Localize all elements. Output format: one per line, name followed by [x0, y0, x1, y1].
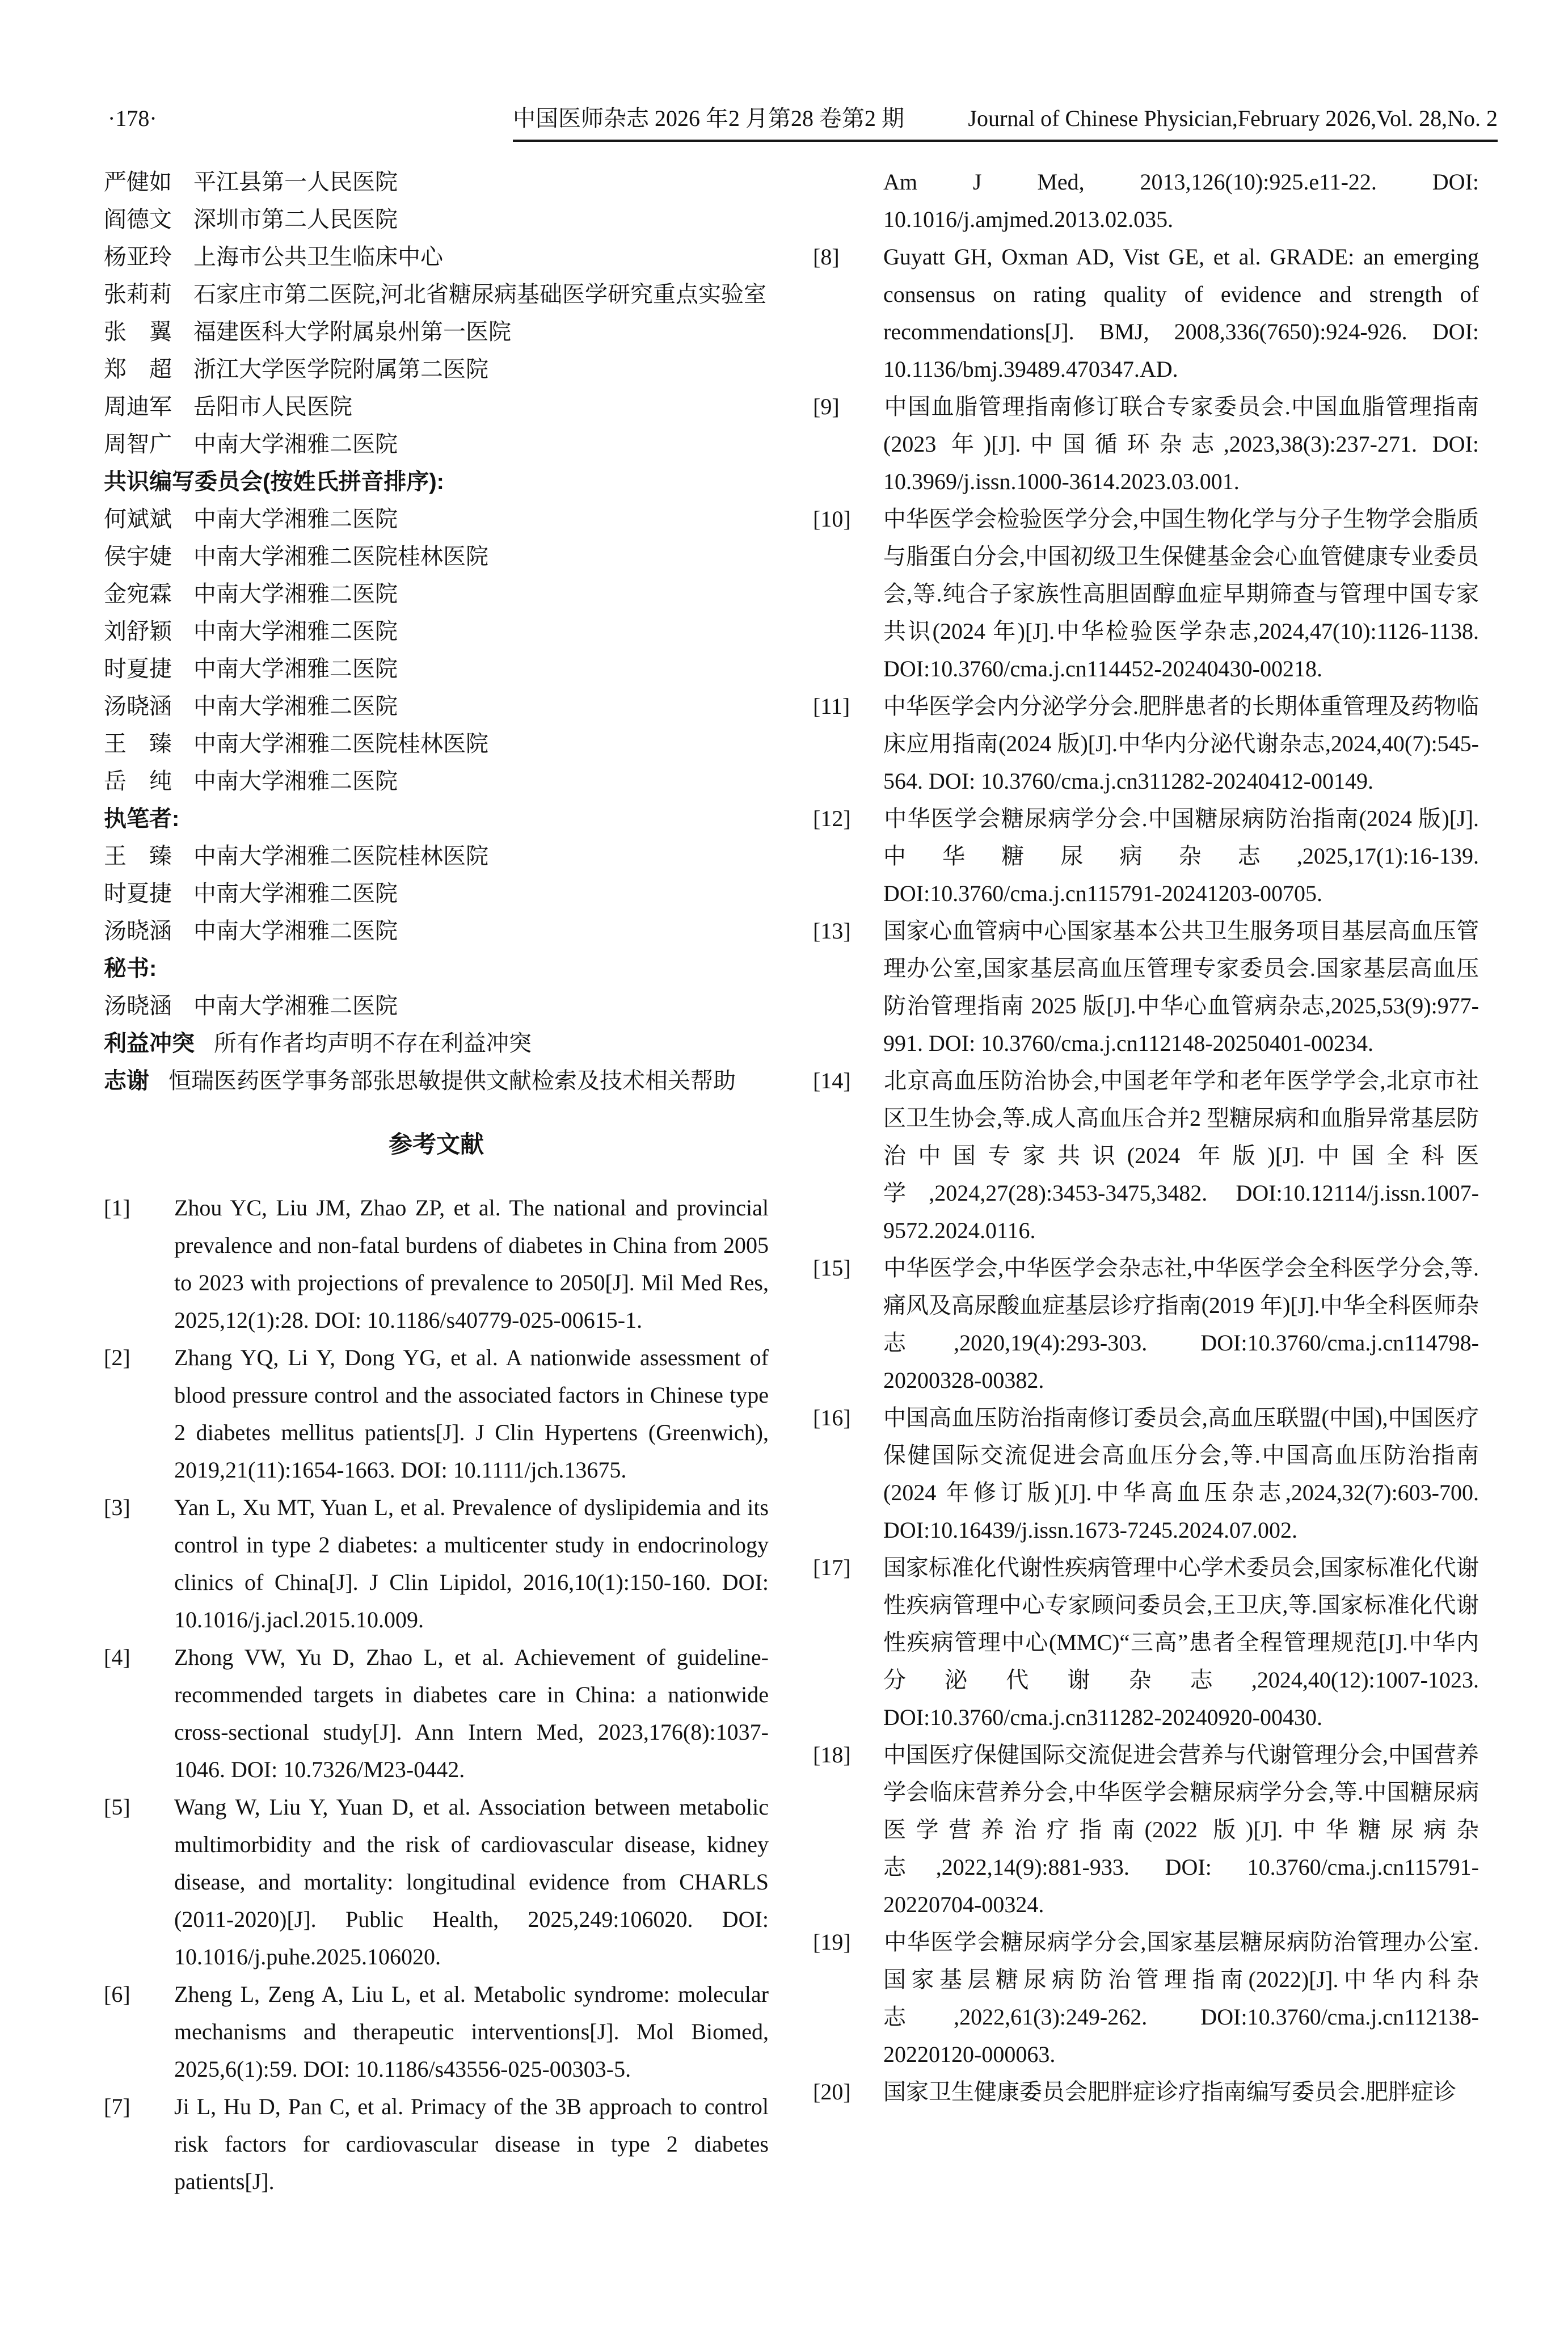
reference-item [104, 1339, 769, 1489]
secretaries-list [104, 987, 769, 1025]
reference-text: Zheng L, Zeng A, Liu L, et al. Metabolic syndrome: molecular mechanisms and therapeutic interventions[J]. Mol Biomed, 2025,6(1):59. DOI: 10.1186/s43556-025-00303-5. [174, 1981, 769, 2082]
member-row [104, 613, 769, 650]
member-name: 汤晓涵 [104, 693, 172, 719]
reference-label: [13] [813, 918, 851, 944]
reference-text: 国家标准化代谢性疾病管理中心学术委员会,国家标准化代谢性疾病管理中心专家顾问委员会,王卫庆,等.国家标准化代谢性疾病管理中心(MMC)“三高”患者全程管理规范[J].中华内分泌代谢杂志,2024,40(12):1007-1023. DOI:10.3760/cma.j.cn311282-20240920-00430. [883, 1555, 1479, 1730]
reference-item [813, 800, 1479, 912]
reference-text: Zhong VW, Yu D, Zhao L, et al. Achievement of guideline-recommended targets in diabetes care in China: a nationwide cross-sectional study[J]. Ann Intern Med, 2023,176(8):1037-1046. DOI: 10.7326/M23-0442. [174, 1644, 769, 1782]
reference-label: [10] [813, 506, 851, 532]
reference-label: [7] [104, 2094, 130, 2119]
reference-label: [1] [104, 1195, 130, 1220]
member-affiliation: 平江县第一人民医院 [193, 169, 398, 195]
reference-item [104, 1788, 769, 1976]
reference-label: [19] [813, 1929, 851, 1955]
member-name: 王 臻 [104, 843, 172, 869]
journal-title-cn: 中国医师杂志 2026 年2 月第28 卷第2 期 [513, 106, 904, 131]
reference-text: 国家卫生健康委员会肥胖症诊疗指南编写委员会.肥胖症诊 [883, 2079, 1456, 2105]
reference-item [813, 2073, 1479, 2111]
header-rule [513, 140, 1498, 142]
reference-text: Wang W, Liu Y, Yuan D, et al. Association between metabolic multimorbidity and the risk of cardiovascular disease, kidney disease, and mortality: longitudinal evidence from CHARLS (2011-2020)[J]. Public Health, 2025,249:106020. DOI: 10.1016/j.puhe.2025.106020. [174, 1794, 769, 1969]
page-number: ·178· [108, 106, 157, 131]
member-affiliation: 中南大学湘雅二医院 [193, 768, 398, 794]
reference-item [813, 1399, 1479, 1549]
member-row [104, 276, 769, 313]
member-affiliation: 中南大学湘雅二医院 [193, 881, 398, 906]
member-affiliation: 深圳市第二人民医院 [193, 207, 398, 232]
member-affiliation: 中南大学湘雅二医院 [193, 693, 398, 719]
member-row [104, 875, 769, 912]
member-name: 金宛霖 [104, 581, 172, 607]
member-row [104, 500, 769, 538]
reference-text: Guyatt GH, Oxman AD, Vist GE, et al. GRADE: an emerging consensus on rating quality of evidence and strength of recommendations[J]. BMJ, 2008,336(7650):924-926. DOI: 10.1136/bmj.39489.470347.AD. [883, 244, 1479, 382]
conflict-of-interest-label: 利益冲突 [104, 1031, 195, 1056]
member-row [104, 201, 769, 238]
member-name: 何斌斌 [104, 506, 172, 532]
reference-label: [8] [813, 244, 840, 270]
left-column [104, 163, 769, 2200]
member-row [104, 538, 769, 575]
reference-text: Zhang YQ, Li Y, Dong YG, et al. A nationwide assessment of blood pressure control and the associated factors in Chinese type 2 diabetes mellitus patients[J]. J Clin Hypertens (Greenwich), 2019,21(11):1654-1663. DOI: 10.1111/jch.13675. [174, 1345, 769, 1483]
member-name: 王 臻 [104, 731, 172, 756]
writing-committee-list [104, 500, 769, 800]
member-affiliation: 中南大学湘雅二医院 [193, 618, 398, 644]
reference-label: [11] [813, 693, 850, 719]
section-heading-secretary: 秘书: [104, 956, 157, 981]
reference-item [813, 1736, 1479, 1924]
member-name: 郑 超 [104, 356, 172, 382]
reference-label: [5] [104, 1794, 130, 1820]
member-row [104, 163, 769, 201]
member-affiliation: 中南大学湘雅二医院 [193, 431, 398, 457]
conflict-of-interest-text: 所有作者均声明不存在利益冲突 [214, 1030, 532, 1056]
member-row [104, 650, 769, 688]
member-affiliation: 浙江大学医学院附属第二医院 [193, 356, 488, 382]
member-affiliation: 中南大学湘雅二医院 [193, 918, 398, 944]
member-affiliation: 福建医科大学附属泉州第一医院 [193, 319, 511, 344]
reference-text: 中国医疗保健国际交流促进会营养与代谢管理分会,中国营养学会临床营养分会,中华医学会糖尿病学分会,等.中国糖尿病医学营养治疗指南(2022 版)[J].中华糖尿病杂志,2022,14(9):881-933. DOI: 10.3760/cma.j.cn115791-20220704-00324. [883, 1742, 1479, 1917]
member-name: 汤晓涵 [104, 993, 172, 1019]
member-row [104, 351, 769, 388]
reference-label: [16] [813, 1405, 851, 1430]
member-affiliation: 中南大学湘雅二医院 [193, 656, 398, 681]
member-row [104, 688, 769, 725]
reference-item [104, 1489, 769, 1639]
reference-text: Zhou YC, Liu JM, Zhao ZP, et al. The national and provincial prevalence and non-fatal burdens of diabetes in China from 2005 to 2023 with projections of prevalence to 2050[J]. Mil Med Res, 2025,12(1):28. DOI: 10.1186/s40779-025-00615-1. [174, 1195, 769, 1333]
reference-item [104, 1189, 769, 1339]
member-name: 严健如 [104, 169, 172, 195]
reference-text: 中华医学会糖尿病学分会.中国糖尿病防治指南(2024 版)[J].中华糖尿病杂志,2025,17(1):16-139. DOI:10.3760/cma.j.cn115791-20241203-00705. [883, 806, 1479, 906]
reference-item [104, 2088, 769, 2200]
reference-item [813, 1549, 1479, 1736]
journal-header [513, 104, 1498, 133]
section-heading-writing-committee: 共识编写委员会(按姓氏拼音排序): [104, 469, 444, 494]
member-affiliation: 中南大学湘雅二医院 [193, 506, 398, 532]
member-row [104, 238, 769, 276]
member-row [104, 725, 769, 763]
reference-text: 中华医学会,中华医学会杂志社,中华医学会全科医学分会,等.痛风及高尿酸血症基层诊疗指南(2019 年)[J].中华全科医师杂志,2020,19(4):293-303. DOI:10.3760/cma.j.cn114798-20200328-00382. [883, 1255, 1479, 1393]
member-name: 时夏捷 [104, 881, 172, 906]
member-affiliation: 中南大学湘雅二医院 [193, 581, 398, 607]
reference-item [104, 1976, 769, 2088]
reference-text: 中国血脂管理指南修订联合专家委员会.中国血脂管理指南(2023 年)[J].中国循环杂志,2023,38(3):237-271. DOI: 10.3969/j.issn.1000-3614.2023.03.001. [883, 394, 1479, 494]
reference-text: 中华医学会内分泌学分会.肥胖患者的长期体重管理及药物临床应用指南(2024 版)[J].中华内分泌代谢杂志,2024,40(7):545-564. DOI: 10.3760/cma.j.cn311282-20240412-00149. [883, 693, 1479, 794]
member-row [104, 987, 769, 1025]
reference-text: Ji L, Hu D, Pan C, et al. Primacy of the 3B approach to control risk factors for cardiovascular disease in type 2 diabetes patients[J]. [174, 2094, 769, 2194]
member-name: 时夏捷 [104, 656, 172, 681]
reference-item [104, 1639, 769, 1788]
member-affiliation: 中南大学湘雅二医院桂林医院 [193, 843, 488, 869]
reference-label: [20] [813, 2079, 851, 2105]
reference-label: [2] [104, 1345, 130, 1370]
member-row [104, 763, 769, 800]
member-affiliation: 上海市公共卫生临床中心 [193, 244, 443, 270]
committee-members-top [104, 163, 769, 463]
reference-text: 中国高血压防治指南修订委员会,高血压联盟(中国),中国医疗保健国际交流促进会高血压分会,等.中国高血压防治指南(2024 年修订版)[J].中华高血压杂志,2024,32(7):603-700. DOI:10.16439/j.issn.1673-7245.2024.07.002. [883, 1405, 1479, 1543]
member-name: 周迪军 [104, 394, 172, 419]
conflict-of-interest-row [104, 1025, 769, 1062]
reference-item [813, 688, 1479, 800]
references-right [813, 163, 1479, 2111]
member-name: 刘舒颖 [104, 618, 172, 644]
acknowledgement-row [104, 1062, 769, 1100]
reference-text: 国家心血管病中心国家基本公共卫生服务项目基层高血压管理办公室,国家基层高血压管理专家委员会.国家基层高血压防治管理指南 2025 版[J].中华心血管病杂志,2025,53(9):977-991. DOI: 10.3760/cma.j.cn112148-20250401-00234. [883, 918, 1479, 1056]
reference-label: [6] [104, 1981, 130, 2007]
member-affiliation: 中南大学湘雅二医院 [193, 993, 398, 1019]
member-row [104, 575, 769, 613]
references-left [104, 1189, 769, 2200]
section-heading-drafters: 执笔者: [104, 806, 180, 831]
reference-text: 北京高血压防治协会,中国老年学和老年医学学会,北京市社区卫生协会,等.成人高血压合并2 型糖尿病和血脂异常基层防治中国专家共识(2024 年版)[J].中国全科医学,2024,27(28):3453-3475,3482. DOI:10.12114/j.issn.1007-9572.2024.0116. [883, 1068, 1479, 1243]
member-name: 阎德文 [104, 207, 172, 232]
member-row [104, 912, 769, 950]
drafters-list [104, 837, 769, 950]
member-row [104, 426, 769, 463]
reference-label: [14] [813, 1068, 851, 1093]
acknowledgement-text: 恒瑞医药医学事务部张思敏提供文献检索及技术相关帮助 [168, 1068, 736, 1093]
reference-label: [12] [813, 806, 851, 831]
member-affiliation: 中南大学湘雅二医院桂林医院 [193, 731, 488, 756]
reference-label: [3] [104, 1495, 130, 1520]
reference-item [813, 1062, 1479, 1249]
member-affiliation: 岳阳市人民医院 [193, 394, 352, 419]
reference-text: 中华医学会检验医学分会,中国生物化学与分子生物学会脂质与脂蛋白分会,中国初级卫生保健基金会心血管健康专业委员会,等.纯合子家族性高胆固醇血症早期筛查与管理中国专家共识(2024 年)[J].中华检验医学杂志,2024,47(10):1126-1138. DOI:10.3760/cma.j.cn114452-20240430-00218. [883, 506, 1479, 681]
member-name: 张 翼 [104, 319, 172, 344]
reference-text: Yan L, Xu MT, Yuan L, et al. Prevalence of dyslipidemia and its control in type 2 diabetes: a multicenter study in endocrinology clinics of China[J]. J Clin Lipidol, 2016,10(1):150-160. DOI: 10.1016/j.jacl.2015.10.009. [174, 1495, 769, 1632]
reference-item [813, 1249, 1479, 1399]
reference-label: [4] [104, 1644, 130, 1670]
reference-item [813, 163, 1479, 238]
member-row [104, 388, 769, 426]
member-name: 张莉莉 [104, 281, 172, 307]
member-name: 岳 纯 [104, 768, 172, 794]
member-name: 杨亚玲 [104, 244, 172, 270]
references-heading: 参考文献 [388, 1131, 484, 1158]
reference-item [813, 238, 1479, 388]
journal-title-en: Journal of Chinese Physician,February 2026,Vol. 28,No. 2 [968, 106, 1498, 131]
reference-label: [15] [813, 1255, 851, 1281]
member-affiliation: 中南大学湘雅二医院桂林医院 [193, 544, 488, 569]
reference-item [813, 1924, 1479, 2073]
member-name: 周智广 [104, 431, 172, 457]
reference-label: [17] [813, 1555, 851, 1580]
member-name: 侯宇婕 [104, 544, 172, 569]
member-row [104, 837, 769, 875]
reference-label: [9] [813, 394, 840, 419]
acknowledgement-label: 志谢 [104, 1068, 149, 1093]
member-name: 汤晓涵 [104, 918, 172, 944]
member-row [104, 313, 769, 351]
reference-text: Am J Med, 2013,126(10):925.e11-22. DOI: 10.1016/j.amjmed.2013.02.035. [883, 169, 1479, 232]
member-affiliation: 石家庄市第二医院,河北省糖尿病基础医学研究重点实验室 [193, 281, 766, 307]
reference-label: [18] [813, 1742, 851, 1767]
reference-item [813, 388, 1479, 500]
right-column [813, 163, 1479, 2111]
reference-item [813, 912, 1479, 1062]
reference-text: 中华医学会糖尿病学分会,国家基层糖尿病防治管理办公室.国家基层糖尿病防治管理指南(2022)[J].中华内科杂志,2022,61(3):249-262. DOI:10.3760/cma.j.cn112138-20220120-000063. [883, 1929, 1479, 2067]
reference-item [813, 500, 1479, 688]
